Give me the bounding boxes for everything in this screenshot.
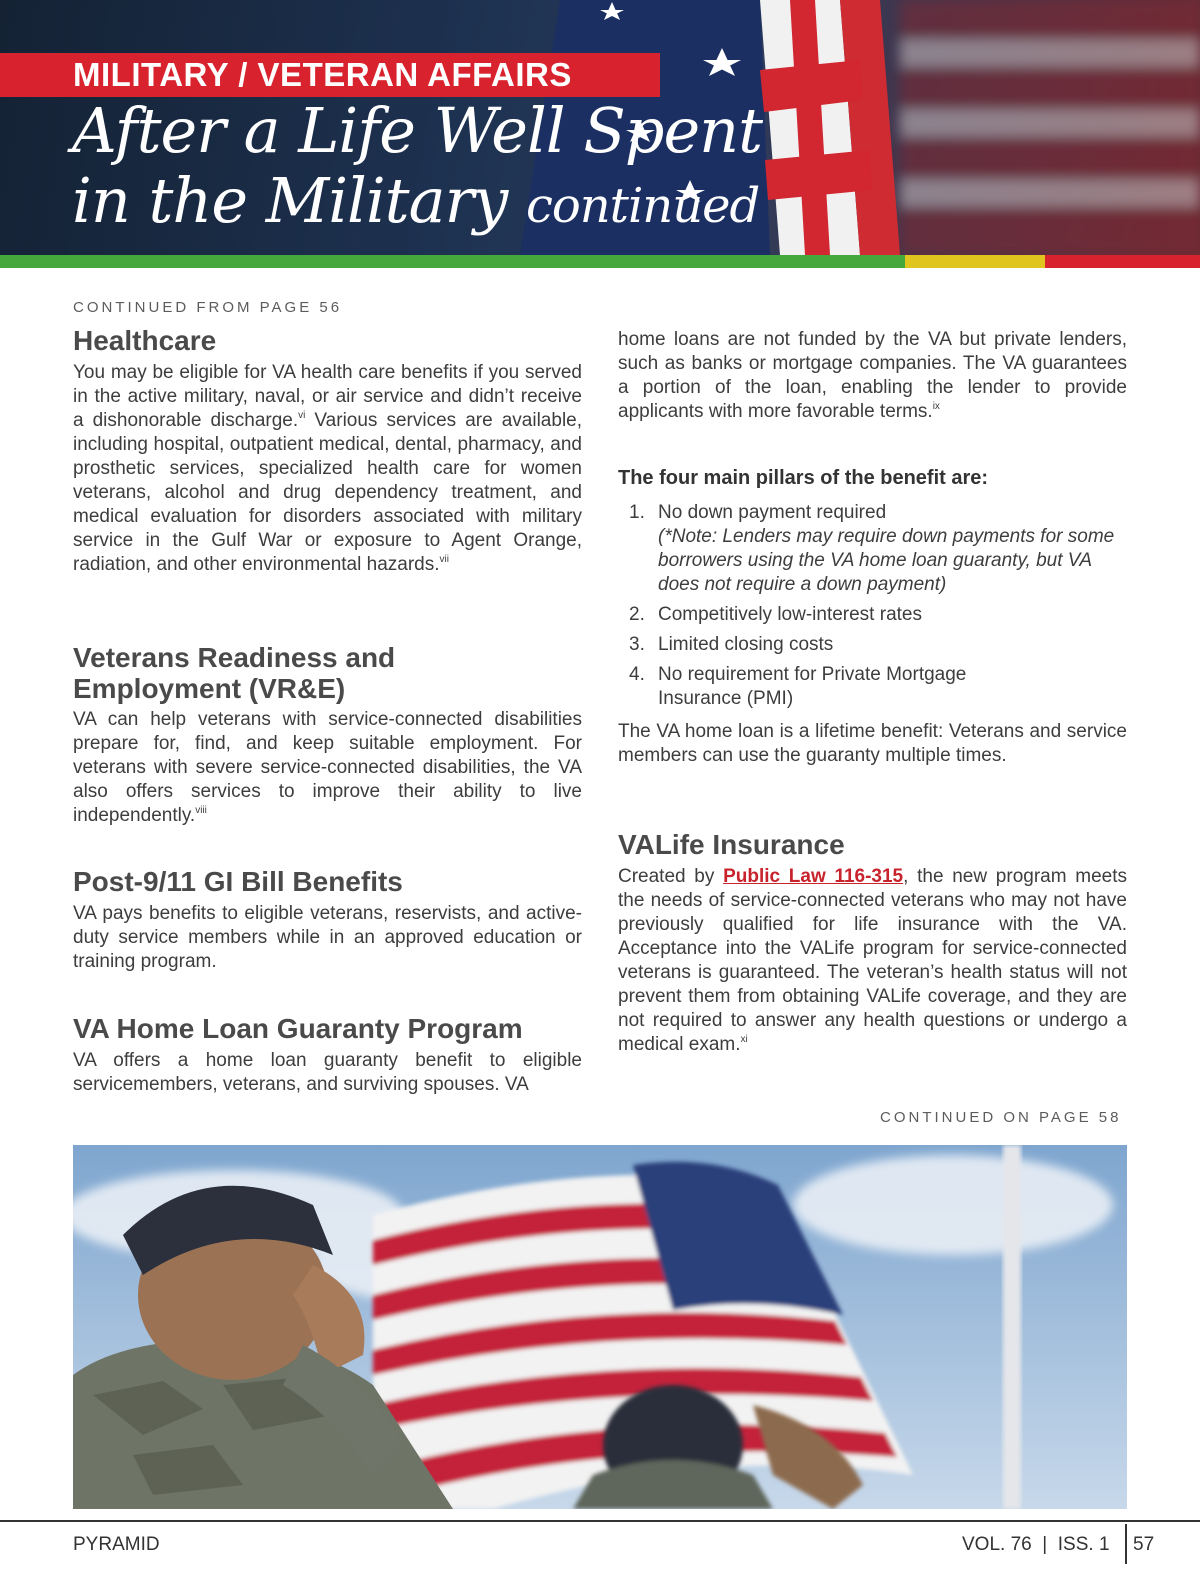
gi-bill-body: VA pays benefits to eligible veterans, reservists, and active-duty service members while in an approved education or training program. — [73, 903, 582, 972]
vre-heading-line-2: Employment (VR&E) — [73, 673, 346, 704]
list-item-text: No down payment required — [658, 502, 887, 523]
list-item — [618, 501, 1127, 597]
home-loan-text-cont: home loans are not funded by the VA but private lenders, such as banks or mortgage companies. The VA guarantees a portion of the loan, enabling the lender to provide applicants with more favorable terms. — [618, 329, 1127, 422]
healthcare-body — [73, 361, 582, 577]
list-number: 3. — [629, 634, 645, 655]
header-banner — [0, 0, 1200, 255]
vre-heading — [73, 642, 395, 704]
page-title — [72, 96, 762, 241]
endnote-ref: ix — [932, 401, 940, 412]
endnote-ref: vii — [439, 554, 449, 565]
list-item-text: Limited closing costs — [658, 634, 834, 655]
list-item-text: No requirement for Private Mortgage Insurance (PMI) — [658, 664, 967, 709]
issue-info: VOL. 76 | ISS. 1 — [962, 1534, 1110, 1555]
home-loan-body: VA offers a home loan guaranty benefit to eligible servicemembers, veterans, and surviving spouses. VA — [73, 1050, 582, 1095]
vre-body — [73, 708, 582, 828]
accent-stripe-green — [0, 255, 905, 268]
vre-heading-line-1: Veterans Readiness and — [73, 642, 396, 673]
accent-stripe-red — [1045, 255, 1200, 268]
valife-text-post: , the new program meets the needs of service-connected veterans who may not have previously qualified for life insurance with the VA. Acceptance into the VALife program for service-connected veterans is guaranteed. The veteran’s health status will not prevent them from obtaining VALife coverage, and they are not required to answer any health questions or undergo a medical exam. — [618, 866, 1127, 1055]
endnote-ref: xi — [740, 1034, 748, 1045]
home-loan-closing: The VA home loan is a lifetime benefit: Veterans and service members can use the guaranty multiple times. — [618, 721, 1127, 766]
healthcare-text-cont: Various services are available, including hospital, outpatient medical, dental, pharmacy, and prosthetic services, specialized health care for women veterans, alcohol and drug dependency treatment, and medical evaluation for disorders associated with military service in the Gulf War or exposure to Agent Orange, radiation, and other environmental hazards. — [73, 410, 583, 575]
salute-photo-illustration — [73, 1145, 1127, 1509]
salute-photo — [73, 1145, 1127, 1509]
valife-heading: VALife Insurance — [618, 829, 845, 860]
pillars-heading: The four main pillars of the benefit are: — [618, 467, 989, 489]
list-number: 1. — [629, 502, 645, 523]
home-loan-heading: VA Home Loan Guaranty Program — [73, 1013, 523, 1044]
home-loan-body-cont — [618, 328, 1127, 424]
continued-from-label: CONTINUED FROM PAGE 56 — [73, 299, 343, 316]
public-law-link[interactable]: Public Law 116-315 — [723, 866, 904, 887]
section-label — [0, 53, 660, 97]
continued-on-label: CONTINUED ON PAGE 58 — [880, 1109, 1122, 1126]
list-item — [618, 603, 1127, 627]
list-item — [618, 663, 1018, 711]
title-suffix: continued — [525, 178, 760, 234]
footer-divider — [1125, 1524, 1127, 1564]
list-number: 4. — [629, 664, 645, 685]
endnote-ref: viii — [195, 805, 207, 816]
list-number: 2. — [629, 604, 645, 625]
gi-bill-heading: Post-9/11 GI Bill Benefits — [73, 866, 403, 897]
healthcare-heading: Healthcare — [73, 325, 217, 356]
endnote-ref: vi — [298, 410, 306, 421]
valife-body — [618, 865, 1127, 1057]
list-item-note: (*Note: Lenders may require down payments for some borrowers using the VA home loan guaranty, but VA does not require a down payment) — [658, 526, 1115, 595]
page-number: 57 — [1133, 1534, 1155, 1555]
footer-rule — [0, 1520, 1200, 1522]
accent-stripe-yellow — [905, 255, 1045, 268]
vre-text: VA can help veterans with service-connected disabilities prepare for, find, and keep suitable employment. For veterans with severe service-connected disabilities, the VA also offers services to improve their ability to live independently. — [73, 709, 582, 826]
title-line-2: in the Military — [72, 164, 508, 237]
section-label-text: MILITARY / VETERAN AFFAIRS — [73, 56, 572, 93]
list-item-text: Competitively low-interest rates — [658, 604, 922, 625]
title-line-1: After a Life Well Spent — [72, 94, 763, 167]
pillars-list — [618, 501, 1127, 717]
valife-text-pre: Created by — [618, 866, 724, 887]
healthcare-text: You may be eligible for VA health care benefits if you served in the active military, naval, or air service and didn’t receive a dishonorable discharge. — [73, 362, 582, 431]
list-item — [618, 633, 1127, 657]
publication-name: PYRAMID — [73, 1534, 160, 1555]
